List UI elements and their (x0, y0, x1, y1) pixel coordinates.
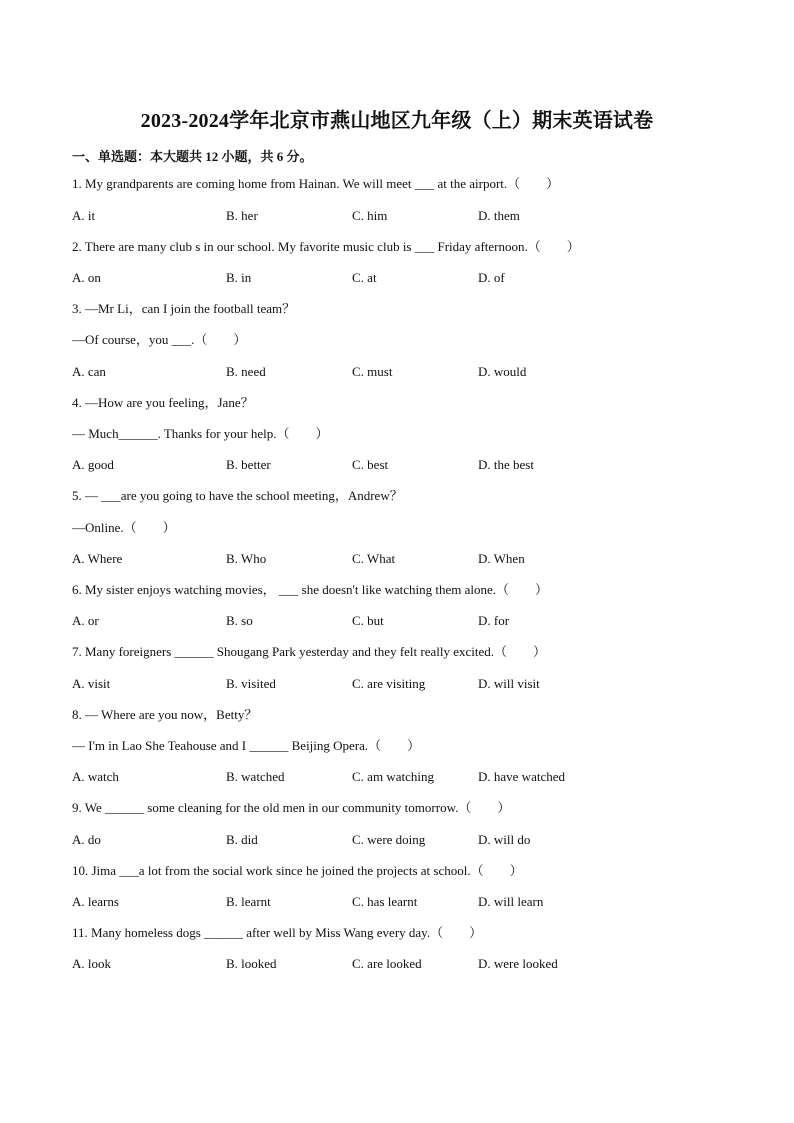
question-stem-line: — Much______. Thanks for your help.（ ） (72, 426, 329, 441)
option-c: C. must (352, 364, 393, 379)
question-stem: 8. — Where are you now，Betty？ (72, 707, 258, 722)
question-stem: 4. —How are you feeling，Jane？ (72, 395, 254, 410)
option-d: D. will visit (478, 676, 540, 691)
section-heading: 一、单选题：本大题共 12 小题，共 6 分。 (72, 149, 313, 164)
option-b: B. watched (226, 769, 285, 784)
option-b: B. looked (226, 956, 277, 971)
option-d: D. were looked (478, 956, 558, 971)
option-d: D. When (478, 551, 525, 566)
option-b: B. visited (226, 676, 276, 691)
question-stem: 6. My sister enjoys watching movies， ___ she doesn't like watching them alone.（ ） (72, 582, 549, 597)
option-a: A. or (72, 613, 99, 628)
option-a: A. learns (72, 894, 119, 909)
option-c: C. are visiting (352, 676, 426, 691)
question-stem: 11. Many homeless dogs ______ after well by Miss Wang every day.（ ） (72, 925, 483, 940)
option-a: A. do (72, 832, 101, 847)
option-b: B. in (226, 270, 252, 285)
option-c: C. best (352, 457, 389, 472)
question-stem: 1. My grandparents are coming home from Hainan. We will meet ___ at the airport.（ ） (72, 176, 560, 191)
option-a: A. it (72, 208, 96, 223)
option-d: D. will learn (478, 894, 544, 909)
question-stem: 3. —Mr Li，can I join the football team？ (72, 301, 296, 316)
option-b: B. learnt (226, 894, 271, 909)
option-d: D. will do (478, 832, 531, 847)
option-c: C. were doing (352, 832, 426, 847)
page-title: 2023-2024学年北京市燕山地区九年级（上）期末英语试卷 (140, 110, 654, 132)
option-c: C. but (352, 613, 384, 628)
option-d: D. of (478, 270, 505, 285)
option-a: A. visit (72, 676, 111, 691)
option-a: A. good (72, 457, 114, 472)
option-b: B. better (226, 457, 271, 472)
question-stem-line: —Of course，you ___.（ ） (72, 332, 247, 347)
option-d: D. the best (478, 457, 534, 472)
option-b: B. Who (226, 551, 267, 566)
option-a: A. can (72, 364, 106, 379)
option-c: C. him (352, 208, 388, 223)
option-a: A. on (72, 270, 101, 285)
option-d: D. have watched (478, 769, 565, 784)
question-stem: 10. Jima ___a lot from the social work since he joined the projects at school.（ ） (72, 863, 523, 878)
option-c: C. What (352, 551, 396, 566)
option-a: A. Where (72, 551, 123, 566)
option-c: C. at (352, 270, 377, 285)
question-stem-line: — I'm in Lao She Teahouse and I ______ Beijing Opera.（ ） (72, 738, 421, 753)
option-a: A. watch (72, 769, 119, 784)
option-c: C. are looked (352, 956, 422, 971)
question-stem: 2. There are many club s in our school. My favorite music club is ___ Friday afternoon.（ ） (72, 239, 580, 254)
option-c: C. am watching (352, 769, 434, 784)
option-d: D. them (478, 208, 520, 223)
question-stem: 7. Many foreigners ______ Shougang Park yesterday and they felt really excited.（ ） (72, 644, 547, 659)
option-b: B. her (226, 208, 258, 223)
question-stem: 5. — ___are you going to have the school meeting，Andrew？ (72, 488, 403, 503)
option-a: A. look (72, 956, 111, 971)
option-b: B. so (226, 613, 253, 628)
question-stem-line: —Online.（ ） (72, 520, 176, 535)
option-c: C. has learnt (352, 894, 418, 909)
option-b: B. need (226, 364, 266, 379)
option-d: D. would (478, 364, 527, 379)
option-d: D. for (478, 613, 510, 628)
option-b: B. did (226, 832, 258, 847)
question-stem: 9. We ______ some cleaning for the old men in our community tomorrow.（ ） (72, 800, 511, 815)
